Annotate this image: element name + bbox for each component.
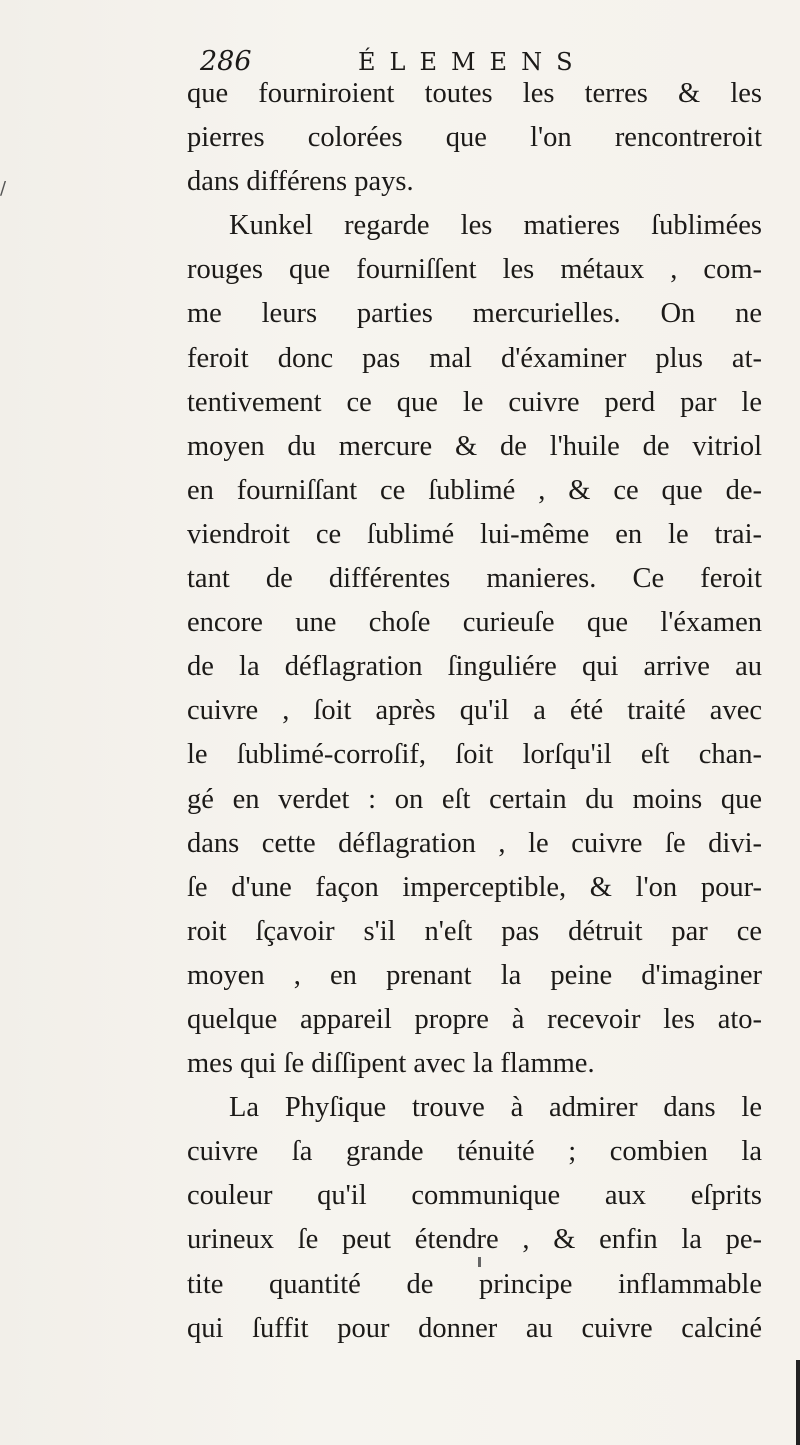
- text-line: feroit donc pas mal d'éxaminer plus at-: [187, 342, 762, 374]
- text-line: le ſublimé-corroſif, ſoit lorſqu'il eſt chan-: [187, 739, 762, 771]
- text-line: tite quantité de principe inflammable: [187, 1268, 762, 1300]
- text-line: couleur qu'il communique aux eſprits: [187, 1180, 762, 1212]
- ink-speck: [478, 1257, 481, 1267]
- text-line: rouges que fourniſſent les métaux , com-: [187, 254, 762, 286]
- text-line: viendroit ce ſublimé lui-même en le trai-: [187, 518, 762, 550]
- margin-mark: /: [0, 178, 7, 199]
- text-line: roit ſçavoir s'il n'eſt pas détruit par ce: [187, 915, 762, 947]
- page-number: 286: [200, 46, 252, 77]
- text-line: Kunkel regarde les matieres ſublimées: [229, 210, 762, 242]
- text-line: ſe d'une façon imperceptible, & l'on pour-: [187, 871, 762, 903]
- text-line: qui ſuffit pour donner au cuivre calciné: [187, 1312, 762, 1344]
- text-line: quelque appareil propre à recevoir les ato-: [187, 1003, 762, 1035]
- text-line: que fourniroient toutes les terres & les: [187, 78, 762, 109]
- text-line: La Phyſique trouve à admirer dans le: [229, 1092, 762, 1124]
- text-line: tant de différentes manieres. Ce feroit: [187, 563, 762, 595]
- text-line: me leurs parties mercurielles. On ne: [187, 298, 762, 330]
- text-line: dans cette déflagration , le cuivre ſe divi-: [187, 827, 762, 859]
- text-line: encore une choſe curieuſe que l'éxamen: [187, 607, 762, 639]
- text-line: pierres colorées que l'on rencontreroit: [187, 122, 762, 154]
- text-line: urineux ſe peut étendre , & enfin la pe-: [187, 1224, 762, 1256]
- text-line: dans différens pays.: [187, 166, 414, 198]
- text-line: moyen , en prenant la peine d'imaginer: [187, 959, 762, 991]
- running-head: ÉLEMENS: [358, 48, 587, 76]
- text-line: cuivre , ſoit après qu'il a été traité avec: [187, 695, 762, 727]
- text-line: en fourniſſant ce ſublimé , & ce que de-: [187, 474, 762, 506]
- page-edge-line: [796, 1360, 800, 1445]
- text-line: de la déflagration ſinguliére qui arrive au: [187, 651, 762, 683]
- body-text: [187, 72, 762, 1351]
- text-line: moyen du mercure & de l'huile de vitriol: [187, 430, 762, 462]
- margin-marks: [0, 178, 34, 212]
- text-line: tentivement ce que le cuivre perd par le: [187, 386, 762, 418]
- text-line: cuivre ſa grande ténuité ; combien la: [187, 1136, 762, 1168]
- text-line: gé en verdet : on eſt certain du moins que: [187, 783, 762, 815]
- text-line: mes qui ſe diſſipent avec la flamme.: [187, 1048, 595, 1080]
